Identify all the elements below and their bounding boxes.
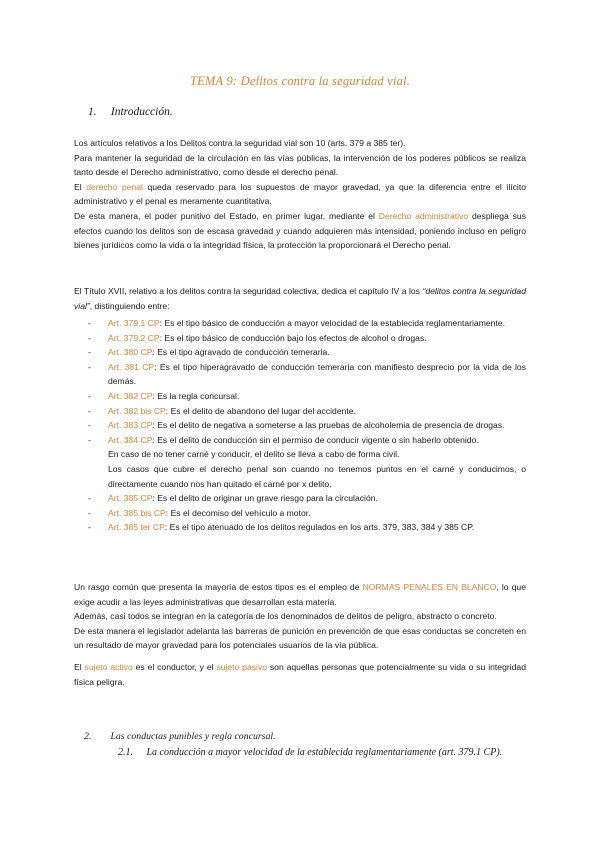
list-dash: - [88, 405, 91, 416]
article-list [74, 316, 526, 535]
sujetos-mid: es el conductor, y el [132, 662, 217, 672]
rasgo-end: , lo que exige acudir a las leyes administrativas que desarrollan esta materia. [74, 582, 526, 607]
titulo-italic: “delitos contra la seguridad vial” [74, 286, 526, 311]
article-ref: Art. 384 CP [108, 434, 153, 445]
rasgo-paragraphs [74, 580, 526, 653]
article-desc: : Es el delito de conducción sin el permiso de conducir vigente o sin haberlo obtenido. [152, 434, 479, 445]
list-dash: - [88, 493, 91, 504]
list-item [74, 360, 526, 389]
rasgo-p2: Además, casi todos se integran en la categoría de los denominados de delitos de peligro, abstracto o concreto. [74, 611, 497, 622]
article-ref: Art. 385 ter CP [108, 522, 165, 533]
list-item [74, 316, 526, 331]
highlight-derecho-administrativo: Derecho administrativo [378, 210, 469, 221]
list-item [74, 418, 526, 433]
article-desc: : Es la regla concursal. [152, 390, 240, 401]
titulo-start: El Título XVII, relativo a los delitos contra la seguridad colectiva, dedica el capítulo IV a los [74, 286, 423, 296]
article-ref: Art. 379.2 CP [108, 332, 160, 343]
section-label: Las conductas punibles y regla concursal. [110, 731, 276, 742]
article-desc: : Es el delito de abandono del lugar del accidente. [165, 405, 356, 416]
section-number: 2. [84, 731, 92, 742]
sujetos-end: son aquellas personas que potencialmente su vida o su integridad física peligra. [74, 662, 526, 687]
list-item [74, 506, 526, 521]
document-title: TEMA 9: Delitos contra la seguridad vial. [189, 74, 411, 88]
article-ref: Art. 382 CP [108, 390, 153, 401]
list-dash: - [88, 318, 91, 328]
list-dash: - [88, 347, 91, 358]
intro-p2: Para mantener la seguridad de la circulación en las vías públicas, la intervención de los poderes públicos se realiza tanto desde el Derecho administrativo, como desde el derecho penal. [74, 152, 526, 178]
article-desc: : Es el tipo agravado de conducción temeraria. [152, 347, 330, 358]
intro-p1: Los artículos relativos a los Delitos contra la seguridad vial son 10 (arts. 379 a 385 ter). [74, 138, 406, 148]
section-heading-1 [88, 106, 173, 118]
section-number: 1. [88, 106, 97, 118]
article-desc: : Es el delito de originar un grave riesgo para la circulación. [152, 493, 378, 504]
article-note: Los casos que cubre el derecho penal son cuando no tenemos puntos en el carné y conducimos, o directamente cuando nos han quitado el carné por x delito. [108, 463, 526, 489]
rasgo-start: Un rasgo común que presenta la mayoría de estos tipos es el empleo de [74, 582, 363, 592]
list-dash: - [88, 332, 91, 343]
list-item [74, 331, 526, 346]
highlight-derecho-penal: derecho penal [86, 181, 143, 192]
sujetos-paragraph [74, 660, 526, 689]
list-item [74, 345, 526, 360]
section-number: 2.1. [118, 747, 133, 758]
list-dash: - [88, 522, 91, 533]
article-ref: Art. 385 bis CP [108, 507, 166, 518]
article-ref: Art. 383 CP [108, 420, 153, 431]
intro-p3-start: El [74, 181, 87, 192]
section-label: Introducción. [110, 106, 173, 118]
article-desc: : Es el delito de negativa a someterse a las pruebas de alcoholemia de presencia de drogas. [152, 420, 505, 431]
intro-p4-start: De esta manera, el poder punitivo del Estado, en primer lugar, mediante el [74, 210, 379, 221]
highlight-normas-penales: NORMAS PENALES EN BLANCO [362, 582, 497, 592]
list-item [74, 433, 526, 491]
list-item [74, 389, 526, 404]
list-item [74, 491, 526, 506]
section-heading-2 [84, 731, 276, 742]
intro-paragraphs [74, 136, 526, 253]
titulo-end: , distinguiendo entre: [89, 300, 170, 311]
titulo-paragraph [74, 284, 526, 313]
article-desc: : Es el tipo básico de conducción bajo los efectos de alcohol o drogas. [159, 332, 427, 343]
highlight-sujeto-activo: sujeto activo [84, 662, 133, 672]
article-desc: : Es el tipo básico de conducción a mayor velocidad de la establecida reglamentariamente. [159, 318, 505, 328]
intro-p3-end: queda reservado para los supuestos de mayor gravedad, ya que la diferencia entre el ilícito administrativo y el penal es meramente cuantitativa. [74, 181, 526, 207]
article-ref: Art. 381 CP [108, 361, 155, 372]
article-desc: : Es el tipo hiperagravado de conducción temeraria con manifiesto desprecio por la vida de los demás. [108, 361, 526, 387]
section-label: La conducción a mayor velocidad de la establecida reglamentariamente (art. 379.1 CP). [146, 747, 503, 758]
article-ref: Art. 382 bis CP [108, 405, 166, 416]
article-ref: Art. 385 CP [108, 493, 153, 504]
intro-p4-end: despliega sus efectos cuando los delitos son de escasa gravedad y cuando adquieren más intensidad, poniendo incluso en peligro bienes jurídicos como la vida o la integridad física, la protección la proporcionará el Derecho penal. [74, 210, 526, 251]
highlight-sujeto-pasivo: sujeto pasivo [216, 662, 268, 672]
article-desc: : Es el decomiso del vehículo a motor. [165, 507, 311, 518]
list-dash: - [88, 507, 91, 518]
article-desc: : Es el tipo atenuado de los delitos regulados en los arts. 379, 383, 384 y 385 CP. [164, 522, 475, 533]
list-dash: - [88, 390, 91, 401]
list-item [74, 520, 526, 535]
article-ref: Art. 380 CP [108, 347, 153, 358]
list-dash: - [88, 361, 91, 372]
list-dash: - [88, 420, 91, 431]
article-note: En caso de no tener carné y conducir, el delito se lleva a cabo de forma civil. [108, 449, 400, 460]
sujetos-start: El [74, 662, 85, 672]
article-ref: Art. 379.1 CP [108, 318, 160, 328]
list-item [74, 404, 526, 419]
rasgo-p3: De esta manera el legislador adelanta las barreras de punición en prevención de que esas conductas se concreten en un resultado de mayor gravedad para los potenciales usuarios de la vía pública. [74, 625, 526, 651]
list-dash: - [88, 434, 91, 445]
section-heading-2-1 [118, 747, 502, 758]
